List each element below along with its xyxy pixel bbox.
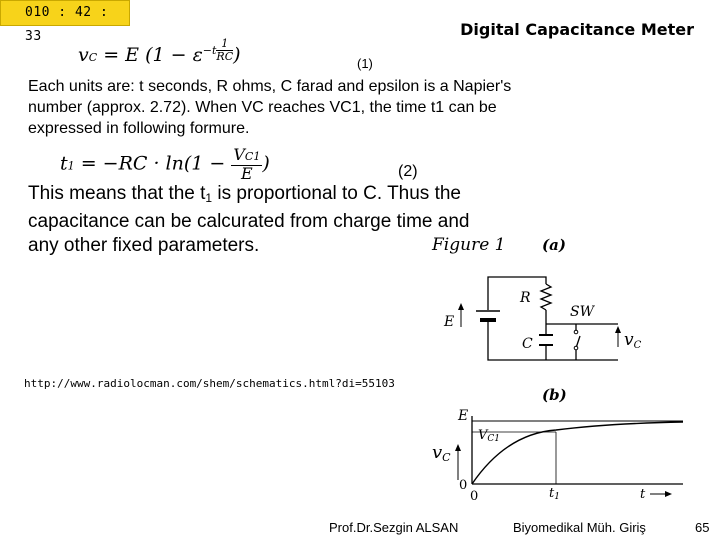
circuit-diagram [428,232,690,380]
source-url[interactable]: http://www.radiolocman.com/shem/schematics.html?di=55103 [24,377,395,390]
formula-2-frac-den: E [241,164,253,183]
figure-b-panel-label: (b) [542,386,567,404]
label-vc-axis: vC [432,442,451,464]
label-sw: SW [570,304,594,320]
formula-2-lhs-sub: 1 [67,159,75,173]
formula-1-rhs: = E (1 − ε [103,43,203,66]
formula-2-rhs: = −RC · ln(1 − [80,152,226,175]
paragraph-conclusion-sub: 1 [205,191,213,205]
formula-1-lhs-sub: C [88,50,98,64]
resistor-symbol [541,284,551,310]
label-origin-x: 0 [470,489,479,504]
paragraph-conclusion-before: This means that the t [28,183,206,204]
formula-2 [60,147,270,182]
formula-1-exp-prefix: −t [202,43,217,57]
figure-b-charging-curve [428,380,690,506]
slide-title: Digital Capacitance Meter [460,20,694,39]
equation-number-2: (2) [398,163,418,180]
formula-2-fraction [231,147,262,182]
footer-author: Prof.Dr.Sezgin ALSAN [329,520,459,535]
voltage-arrow-vc [615,326,621,347]
label-c: C [522,336,533,352]
formula-1-exp-fraction [216,38,233,63]
paragraph-units: Each units are: t seconds, R ohms, C farad and epsilon is a Napier's number (approx. 2.72). When VC reaches VC1, the time t1 can be expressed in following formure. [28,78,512,137]
vc-arrow [455,444,461,480]
figure-a-circuit [428,232,690,380]
circuit-wires [488,277,618,360]
voltage-arrow-e [458,303,464,327]
session-timer: 010 : 42 : 33 [0,0,130,26]
label-origin-y: 0 [459,478,468,493]
formula-1-lhs: v [78,43,89,66]
equation-number-1: (1) [357,56,373,71]
battery-symbol [476,311,500,324]
paragraph-conclusion-after: is proportional to C. Thus the capacitance can be calcurated from charge time and any other fixed parameters. [28,183,470,256]
label-e-level: E [458,408,469,424]
formula-2-frac-num-sub: C1 [244,150,261,163]
footer-course: Biyomedikal Müh. Giriş [513,520,646,535]
label-t1: t1 [549,486,560,502]
switch-symbol [574,330,580,350]
formula-1-exp-den: RC [216,50,234,63]
charging-curve [472,422,683,484]
charging-curve-plot [428,380,690,506]
footer-page-number: 65 [695,520,710,535]
formula-2-tail: ) [262,152,270,175]
label-r: R [520,290,531,306]
formula-1-exp-num: 1 [216,38,233,51]
formula-1-tail: ) [233,43,241,66]
formula-2-frac-num: V [233,145,245,164]
label-vc: vC [624,330,642,351]
capacitor-symbol [539,335,553,345]
label-t: t [640,487,646,502]
formula-1 [78,38,241,66]
label-vc1: VC1 [478,428,501,444]
t-arrow [650,491,672,497]
label-e: E [444,314,455,330]
formula-2-lhs: t [60,152,68,175]
figure-a-panel-label: (a) [542,236,566,254]
figure-caption: Figure 1 [432,235,506,255]
